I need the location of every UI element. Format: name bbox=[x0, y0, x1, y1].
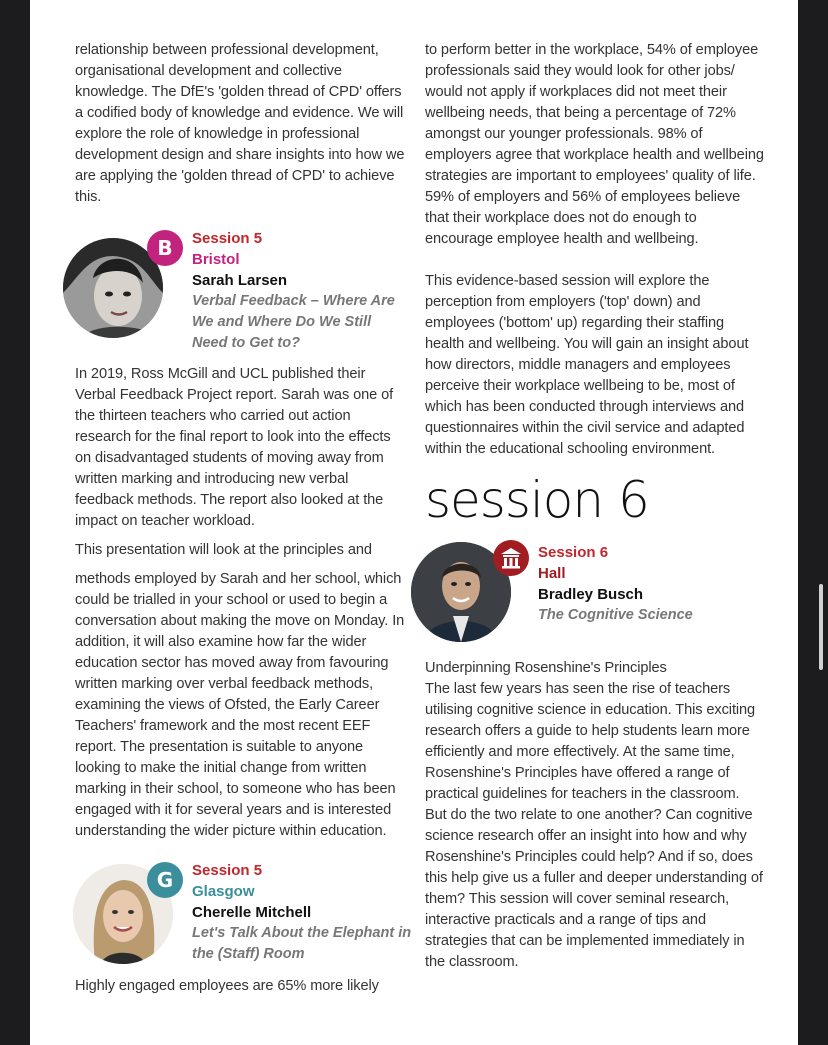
hall-paragraph: The last few years has seen the rise of teachers utilising cognitive science in education. This exciting research offers a guide to help students learn more efficiently and more effectively. At the same time, Rosenshine's Principles have offered a range of practical guidelines for teachers in the classroom. But do the two relate to one another? Can cognitive science research offer an insight into how and why Rosenshine's Principles could help? And if so, does this help give us a fuller and deeper understanding of them? This session will cover seminal research, interactive practicals and a range of tips and strategies that can be implemented immediately in the classroom. bbox=[425, 681, 763, 970]
session-location: Glasgow bbox=[192, 883, 255, 900]
location-badge-hall bbox=[493, 540, 529, 576]
session-card-bristol bbox=[75, 230, 405, 358]
session-meta-bristol bbox=[192, 228, 407, 354]
speaker-name: Bradley Busch bbox=[538, 586, 644, 603]
bristol-paragraph-2: methods employed by Sarah and her school, which could be trialled in your school or used to begin a conversation about making the move on Monday. In addition, it will also examine how far the wider education sector has moved away from favouring written marking over verbal feedback methods, examining the views of Ofsted, the Early Career Teachers' framework and the most recent EEF report. The presentation is suitable to anyone looking to make the initial change from written marking in their school, to someone who has been engaged with it for several years and is interested understanding the wider picture within education. bbox=[75, 571, 405, 839]
session-meta-glasgow bbox=[192, 860, 412, 965]
intro-paragraph: relationship between professional development, organisational development and collective knowledge. The DfE's 'golden thread of CPD' offers a codified body of knowledge and evidence. We will explore the role of knowledge in professional development design and share insights into how we are applying the 'golden thread of CPD' to achieve this. bbox=[75, 42, 405, 205]
badge-letter: B bbox=[157, 236, 173, 260]
location-badge-bristol bbox=[147, 230, 183, 266]
session-label: Session 6 bbox=[538, 544, 609, 561]
wellbeing-paragraph-1: to perform better in the workplace, 54% of employee professionals said they would look for other jobs/ would not apply if workplaces did not meet their wellbeing needs, that being a percentage of 72% amongst our younger professionals. 98% of employers agree that workplace health and wellbeing strategies are important to employees' quality of life. 59% of employers and 56% of employees believe that their workplace does not do enough to encourage employee health and wellbeing. bbox=[425, 42, 764, 247]
wellbeing-paragraph-2: This evidence-based session will explore the perception from employers ('top' down) and employees ('bottom' up) regarding their staffing health and wellbeing. You will gain an insight about how directors, middle managers and employees perceive their workplace wellbeing to be, most of which has been conducted through interviews and questionnaires within the civil service and adapted within the educational schooling environment. bbox=[425, 273, 749, 457]
session-title: The Cognitive Science bbox=[538, 607, 693, 623]
glasgow-paragraph: Highly engaged employees are 65% more likely bbox=[75, 978, 379, 994]
session-meta-hall bbox=[538, 542, 763, 626]
building-icon bbox=[493, 540, 529, 576]
bristol-paragraph-1: In 2019, Ross McGill and UCL published their Verbal Feedback Project report. Sarah was one of the thirteen teachers who carried out action research for the final report to look into the effects on disadvantaged students of moving away from written marking and introducing new verbal feedback methods. The report also looked at the impact on teacher workload. bbox=[75, 366, 394, 529]
bristol-paragraph-2-start: This presentation will look at the principles and bbox=[75, 542, 372, 558]
badge-letter: G bbox=[156, 868, 174, 892]
session-location: Bristol bbox=[192, 251, 240, 268]
session-label: Session 5 bbox=[192, 230, 263, 247]
hall-subtitle: Underpinning Rosenshine's Principles bbox=[425, 660, 667, 676]
scrollbar[interactable] bbox=[798, 0, 828, 1045]
session-card-hall bbox=[425, 540, 765, 658]
session-label: Session 5 bbox=[192, 862, 263, 879]
speaker-name: Sarah Larsen bbox=[192, 272, 288, 289]
section-heading: session 6 bbox=[425, 471, 649, 529]
session-location: Hall bbox=[538, 565, 566, 582]
location-badge-glasgow bbox=[147, 862, 183, 898]
right-column bbox=[425, 40, 765, 973]
speaker-name: Cherelle Mitchell bbox=[192, 904, 312, 921]
document-page bbox=[30, 0, 798, 1045]
session-card-glasgow bbox=[75, 860, 412, 972]
scrollbar-thumb[interactable] bbox=[819, 584, 823, 670]
session-title: Let's Talk About the Elephant in the (Staff) Room bbox=[192, 925, 412, 962]
left-column bbox=[75, 40, 412, 997]
session-title: Verbal Feedback – Where Are We and Where Do We Still Need to Get to? bbox=[192, 293, 395, 351]
